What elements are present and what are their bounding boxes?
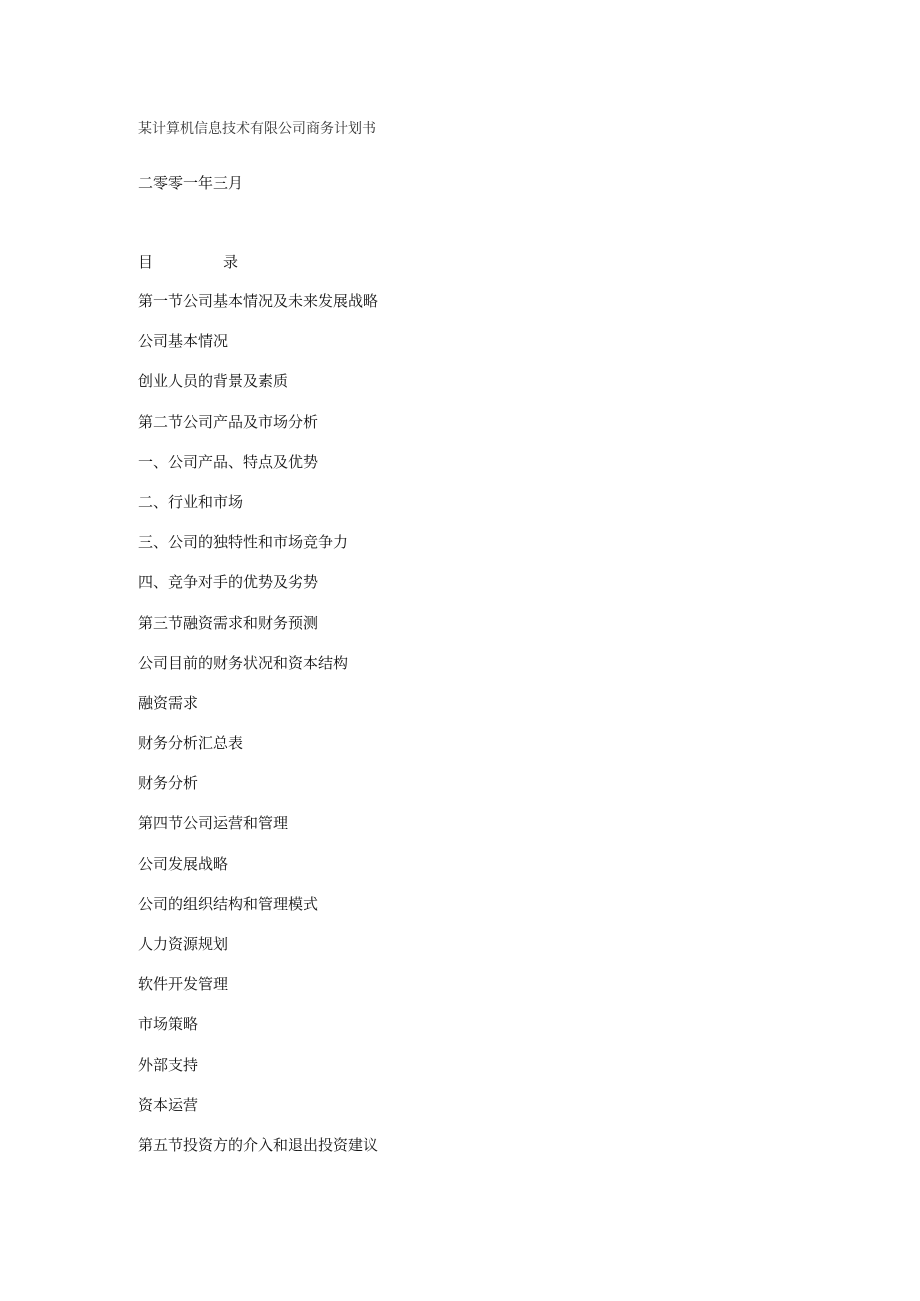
toc-heading <box>138 251 238 272</box>
document-date: 二零零一年三月 <box>138 174 244 192</box>
toc-item: 软件开发管理 <box>138 975 229 994</box>
toc-item: 四、竞争对手的优势及劣势 <box>138 573 319 592</box>
toc-heading-right: 录 <box>223 253 239 271</box>
toc-item: 第二节公司产品及市场分析 <box>138 412 319 431</box>
document-title: 某计算机信息技术有限公司商务计划书 <box>138 121 376 137</box>
toc-item: 第五节投资方的介入和退出投资建议 <box>138 1135 379 1154</box>
toc-item: 公司目前的财务状况和资本结构 <box>138 653 349 672</box>
toc-item: 创业人员的背景及素质 <box>138 372 289 391</box>
toc-item: 公司基本情况 <box>138 332 229 351</box>
toc-item: 融资需求 <box>138 693 199 712</box>
toc-item: 市场策略 <box>138 1015 199 1034</box>
toc-item: 第三节融资需求和财务预测 <box>138 613 319 632</box>
toc-heading-left: 目 <box>138 253 154 271</box>
toc-item: 外部支持 <box>138 1055 199 1074</box>
toc-item: 财务分析 <box>138 774 199 793</box>
toc-item: 一、公司产品、特点及优势 <box>138 452 319 471</box>
toc-item: 财务分析汇总表 <box>138 734 244 753</box>
toc-item: 第一节公司基本情况及未来发展战略 <box>138 292 379 310</box>
toc-item: 资本运营 <box>138 1095 199 1114</box>
toc-item: 公司发展战略 <box>138 854 229 873</box>
toc-item: 第四节公司运营和管理 <box>138 814 289 833</box>
toc-item: 三、公司的独特性和市场竞争力 <box>138 533 349 552</box>
toc-item: 公司的组织结构和管理模式 <box>138 894 319 913</box>
toc-item: 人力资源规划 <box>138 935 229 953</box>
toc-list <box>138 291 378 1175</box>
toc-item: 二、行业和市场 <box>138 492 244 511</box>
